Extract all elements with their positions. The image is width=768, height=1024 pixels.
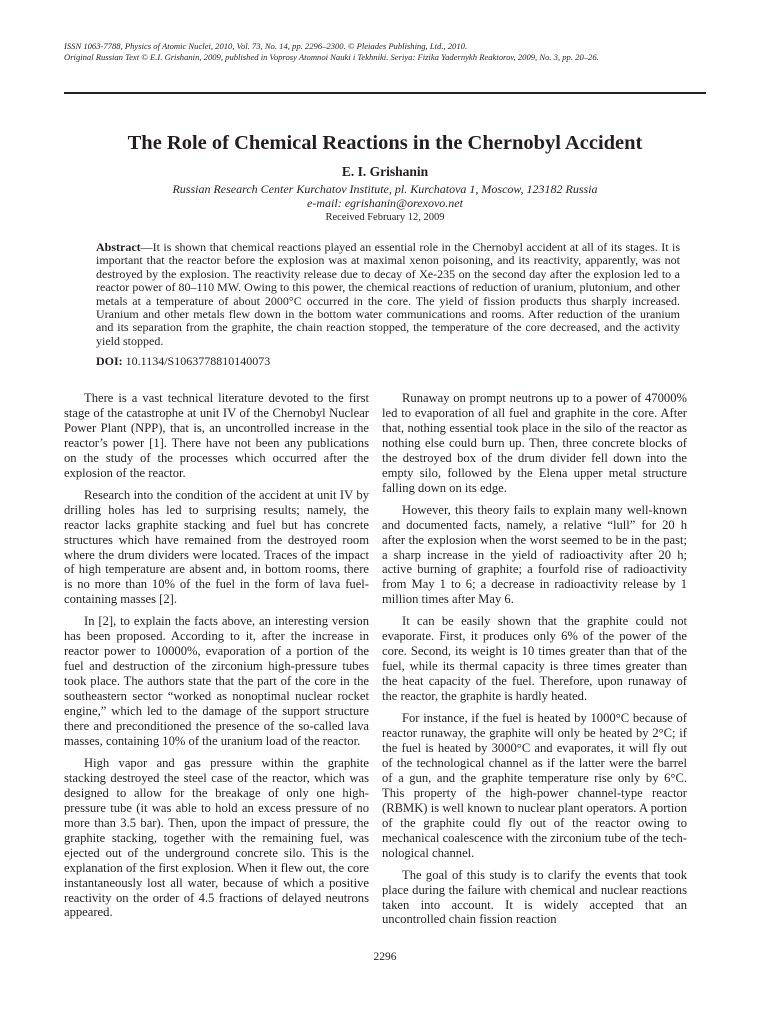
paragraph: There is a vast technical literature devoted to the first stage of the catastrophe at unit IV of the Chernobyl Nuclear Power Plant (NPP), that is, an uncontrolled increase in the reactor’s power [1]. There have not been any publications on the study of the processes which occurred after the explosion of the reactor. xyxy=(64,391,369,480)
original-text-line: Original Russian Text © E.I. Grishanin, 2009, published in Voprosy Atomnoi Nauki i Tekhniki. Seriya: Fizika Yadernykh Reaktorov, 2009, No. 3, pp. 20–26. xyxy=(64,52,599,62)
doi-label: DOI: xyxy=(96,354,123,368)
paragraph: Runaway on prompt neutrons up to a power of 47000% led to evaporation of all fuel and graphite in the core. After that, nothing essential took place in the silo of the reactor as nothing else could burn up. Then, three concrete blocks of the destroyed box of the drum divider fell down into the empty silo, followed by the Elena upper metal structure falling down on its edge. xyxy=(382,391,687,495)
body-column-left xyxy=(64,391,369,927)
affiliation: Russian Research Center Kurchatov Institute, pl. Kurchatova 1, Moscow, 123182 Russia xyxy=(172,182,598,196)
paragraph: High vapor and gas pressure within the graphite stacking destroyed the steel case of the reactor, which was designed to allow for the breakage of only one high-pressure tube (it was able to hold an excess pressure of no more than 3.5 bar). Then, upon the impact of pressure, the graphite stacking, together with the remaining fuel, was ejected out of the underground concrete silo. This is the explanation of the first explosion. When it flew out, the core instantaneously lost all water, because of which a positive reactivity on the order of 4.5 fractions of delayed neutrons appeared. xyxy=(64,755,369,920)
author-email: e-mail: egrishanin@orexovo.net xyxy=(307,196,463,210)
journal-citation-line: ISSN 1063-7788, Physics of Atomic Nuclei, 2010, Vol. 73, No. 14, pp. 2296–2300. © Pleiades Publishing, Ltd., 2010. xyxy=(64,41,468,51)
abstract-text: —It is shown that chemical reactions played an essential role in the Chernobyl accident at all of its stages. It is important that the reactor before the explosion was at maximal xenon poisoning, and its reactivity, apparently, was not destroyed by the explosion. The reactivity release due to decay of Xe-235 on the second day after the explosion led to a reactor power of 80–110 MW. Owing to this power, the chemical reactions of reduction of uranium, plutonium, and other metals at a temperature of about 2000°C occurred in the core. The yield of fission products thus sharply increased. Uranium and other metals flew down in the bottom water communications and rooms. After reduction of the uranium and its separation from the graphite, the chain reaction stopped, the temperature of the core decreased, and the activity yield stopped. xyxy=(96,240,680,348)
article-title: The Role of Chemical Reactions in the Chernobyl Accident xyxy=(127,132,643,154)
page-number: 2296 xyxy=(373,951,397,963)
abstract xyxy=(96,241,680,348)
doi-value: 10.1134/S1063778810140073 xyxy=(122,354,271,368)
doi xyxy=(96,354,680,368)
abstract-label: Abstract xyxy=(96,240,141,254)
paragraph: It can be easily shown that the graphite could not evaporate. First, it produces only 6% of the power of the core. Second, its weight is 10 times greater than that of the fuel, while its thermal capacity is three times greater than the heat capacity of the fuel. Therefore, upon runaway of the reactor, the graphite is hardly heated. xyxy=(382,614,687,704)
paragraph: In [2], to explain the facts above, an interesting version has been proposed. According to it, after the increase in reactor power to 10000%, evaporation of a portion of the fuel and destruction of the zirconium high-pressure tubes took place. The authors state that the part of the core in the southeastern sector “worked as nonoptimal nuclear rocket engine,” which led to the damage of the support structure there and preconditioned the presence of the so-called lava masses, containing 10% of the uranium load of the reactor. xyxy=(64,614,369,748)
author-name: E. I. Grishanin xyxy=(341,164,429,179)
paragraph: The goal of this study is to clarify the events that took place during the failure with chemical and nuclear reactions taken into account. It is widely accepted that an uncontrolled chain fission reaction xyxy=(382,867,687,927)
received-date: Received February 12, 2009 xyxy=(325,212,445,223)
affiliation-block xyxy=(64,182,706,210)
paragraph: For instance, if the fuel is heated by 1000°C because of reactor runaway, the graphite will only be heated by 2°C; if the fuel is heated by 3000°C and evaporates, it will fly out of the technological channel as if the latter were the barrel of a gun, and the graphite temperature rise only by 6°C. This property of the high-power channel-type reactor (RBMK) is well known to nuclear plant operators. A portion of the graphite could fly out of the reactor owing to mechanical coalescence with the zirconium tube of the technological channel. xyxy=(382,711,687,860)
body-column-right xyxy=(382,391,687,934)
paragraph: However, this theory fails to explain many well-known and documented facts, namely, a relative “lull” for 20 h after the explosion when the worst seemed to be in the past; a sharp increase in the yield of radioactivity after 20 h; active burning of graphite; a fourfold rise of radioactivity from May 1 to 6; a decrease in radioactivity release by 1 million times after May 6. xyxy=(382,502,687,607)
header-rule xyxy=(64,92,706,94)
paragraph: Research into the condition of the accident at unit IV by drilling holes has led to surprising results; namely, the reactor lacks graphite stacking and fuel but has concrete structures which have remained from the destroyed room where the drum dividers were located. Traces of the impact of high temperature are absent and, in bottom rooms, there is no more than 10% of the fuel in the form of lava fuel-containing masses [2]. xyxy=(64,487,369,607)
journal-header xyxy=(64,41,714,63)
